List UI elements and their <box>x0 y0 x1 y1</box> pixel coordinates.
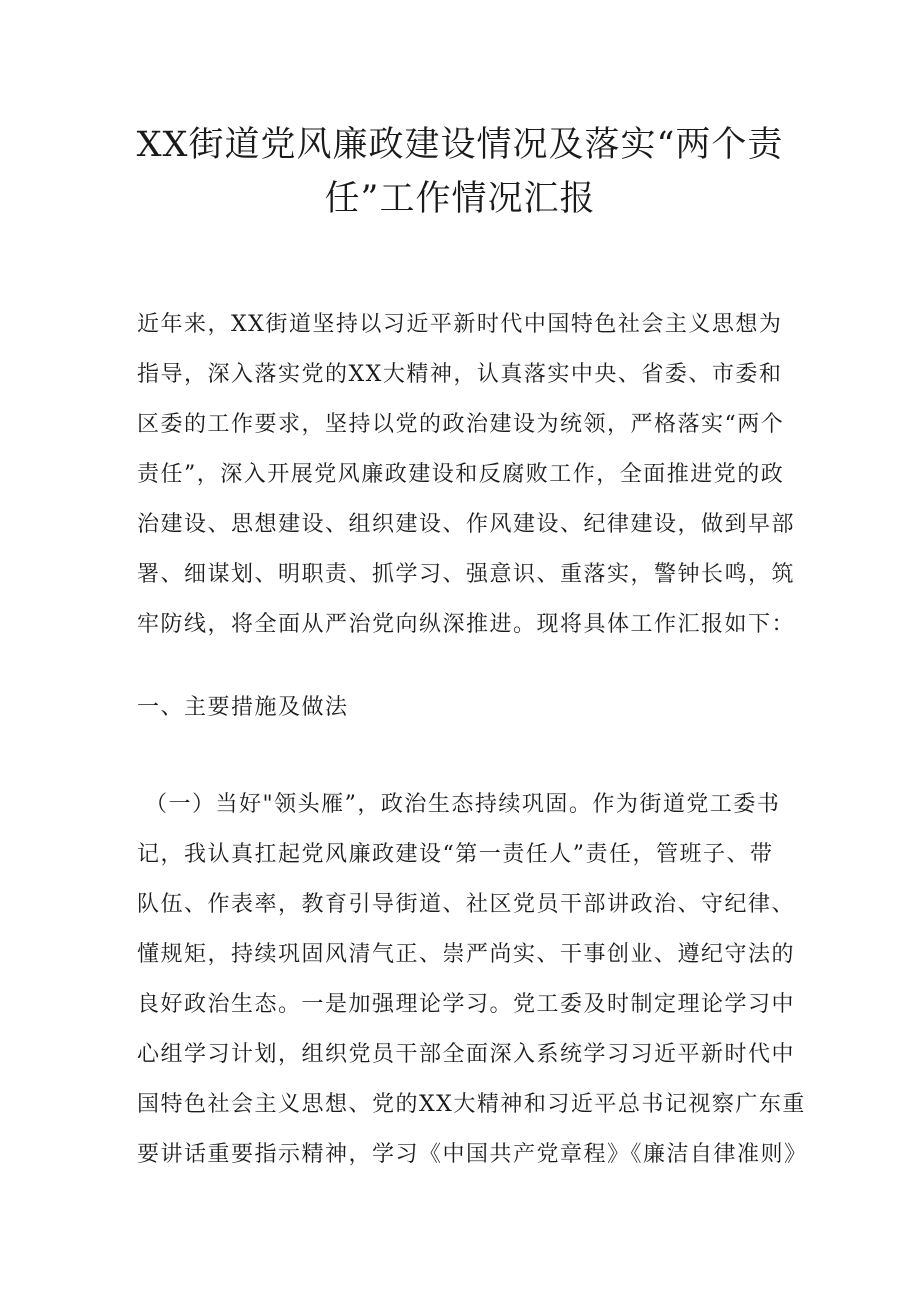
section1-paragraph <box>137 780 808 1180</box>
intro-line: 责任”，深入开展党风廉政建设和反腐败工作，全面推进党的政 <box>137 462 785 487</box>
section1-line: 队伍、作表率，教育引导街道、社区党员干部讲政治、守纪律、 <box>137 892 796 917</box>
intro-line: 指导，深入落实党的XX大精神，认真落实中央、省委、市委和 <box>137 362 783 387</box>
section1-line: （一）当好"领头雁”，政治生态持续巩固。作为街道党工委书 <box>145 792 781 817</box>
section1-line: 心组学习计划，组织党员干部全面深入系统学习习近平新时代中 <box>137 1042 796 1067</box>
section1-line: 懂规矩，持续巩固风清气正、崇严尚实、干事创业、遵纪守法的 <box>137 942 796 967</box>
intro-line: 署、细谋划、明职责、抓学习、强意识、重落实，警钟长鸣，筑 <box>137 562 796 587</box>
document-title <box>120 118 800 226</box>
title-line-2: 任”工作情况汇报 <box>324 179 596 219</box>
intro-line: 近年来，XX街道坚持以习近平新时代中国特色社会主义思想为 <box>137 312 783 337</box>
section1-line: 国特色社会主义思想、党的XX大精神和习近平总书记视察广东重 <box>137 1092 806 1117</box>
intro-paragraph <box>137 300 797 650</box>
section1-line: 良好政治生态。一是加强理论学习。党工委及时制定理论学习中 <box>137 992 796 1017</box>
intro-line: 牢防线，将全面从严治党向纵深推进。现将具体工作汇报如下： <box>137 612 796 637</box>
section1-line: 记，我认真扛起党风廉政建设“第一责任人”责任，管班子、带 <box>137 842 774 867</box>
section1-line: 要讲话重要指示精神，学习《中国共产党章程》《廉洁自律准则》 <box>137 1142 808 1167</box>
title-line-1: XX街道党风廉政建设情况及落实“两个责 <box>136 125 784 165</box>
intro-line: 治建设、思想建设、组织建设、作风建设、纪律建设，做到早部 <box>137 512 796 537</box>
intro-line: 区委的工作要求，坚持以党的政治建设为统领，严格落实“两个 <box>137 412 785 437</box>
section-heading: 一、主要措施及做法 <box>137 695 349 720</box>
